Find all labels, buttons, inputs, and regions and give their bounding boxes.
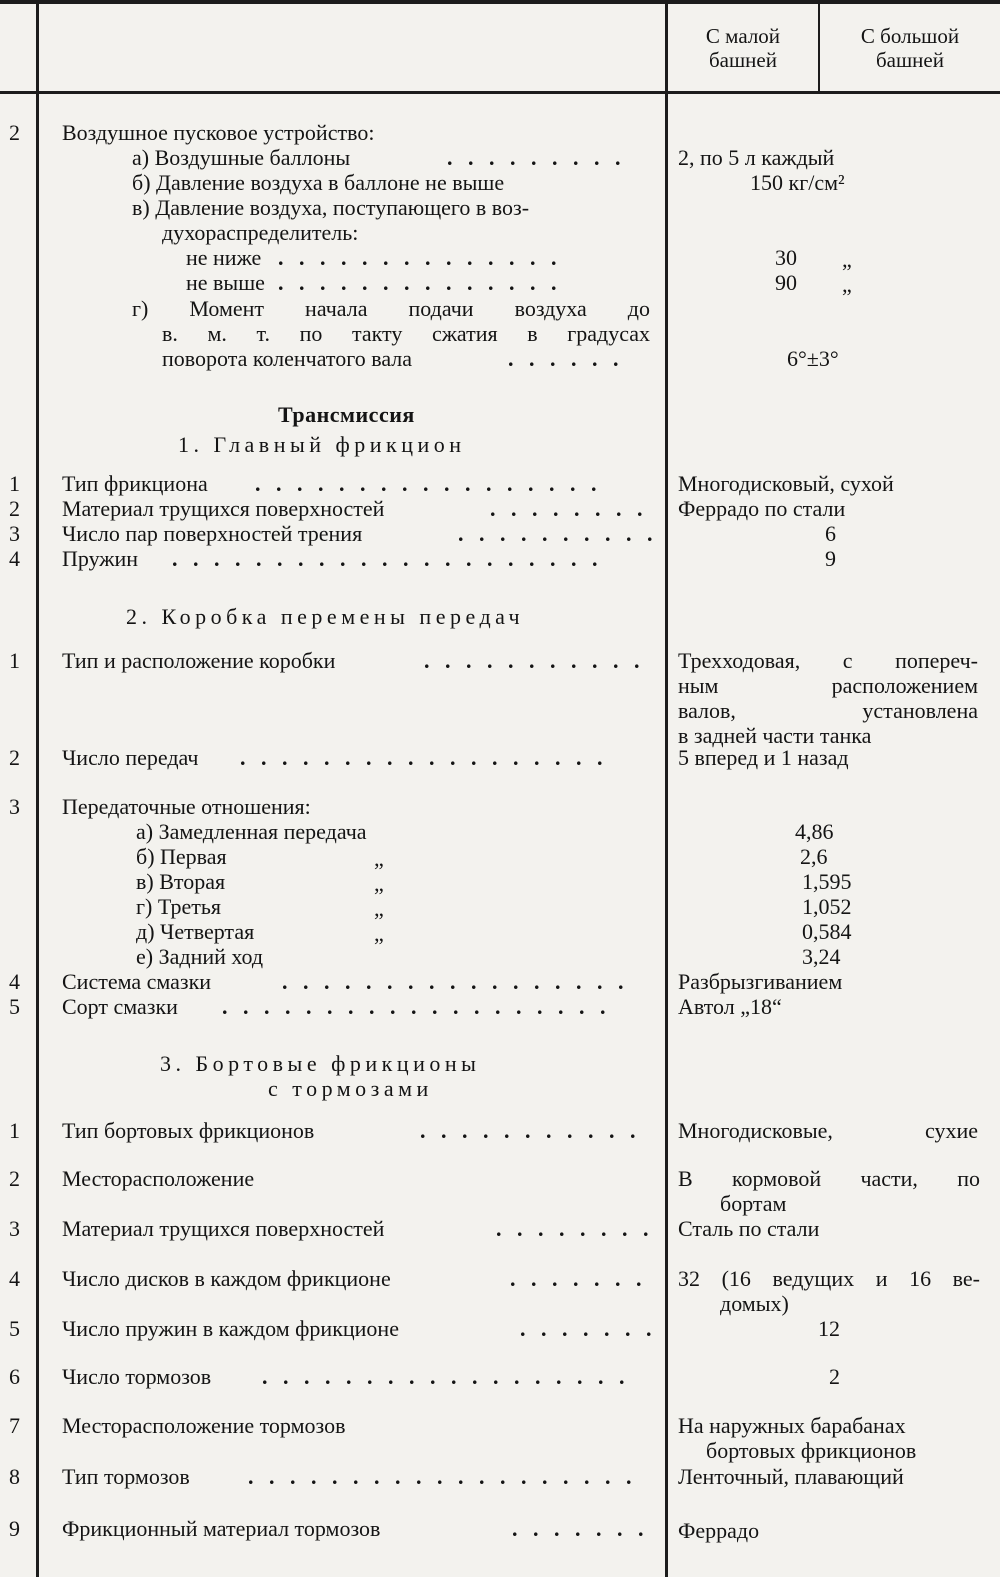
lubricant-grade-value: Автол „18“ [678,994,782,1019]
number-column-divider [36,0,39,1577]
header-small-line2: башней [709,48,777,72]
row-number: 5 [9,1316,20,1341]
leader-dots: . . . . . . [508,346,624,371]
air-timing-line1: г) Момент начала подачи воздуха до [132,296,650,321]
ratio-second-value: 1,595 [802,869,852,894]
leader-dots: . . . . . . . . . . . . . . [278,270,562,295]
row-number: 1 [9,648,20,673]
ratio-fourth-value: 0,584 [802,919,852,944]
ratio-third-value: 1,052 [802,894,852,919]
row-number: 4 [9,969,20,994]
leader-dots: . . . . . . . [512,1516,649,1541]
brake-location-label: Месторасположение тормозов [62,1413,346,1438]
air-max-value: 90 [775,270,797,295]
side-clutch-discs-value-line1: 32 (16 ведущих и 16 ве- [678,1266,980,1291]
ratio-reverse-value: 3,24 [802,944,841,969]
leader-dots: . . . . . . . . . . . [424,648,645,673]
side-clutch-material-label: Материал трущихся поверхностей [62,1216,385,1241]
row-number: 3 [9,794,20,819]
gearbox-type-value-line2: ным расположением [678,673,978,698]
leader-dots: . . . . . . . . . [447,145,626,170]
brake-count-value: 2 [829,1364,840,1389]
leader-dots: . . . . . . . . . . . . . . [278,245,562,270]
gearbox-type-value-line3: валов, установлена [678,698,978,723]
gearbox-title: 2. Коробка перемены передач [126,604,525,629]
leader-dots: . . . . . . . . . . . . . . . . . [282,969,629,994]
side-clutch-material-value: Сталь по стали [678,1216,820,1241]
clutch-springs-value: 9 [825,546,836,571]
ratio-second-label: в) Вторая [136,869,226,894]
ratio-third-label: г) Третья [136,894,221,919]
header-large-turret [820,24,1000,72]
row-number: 9 [9,1516,20,1541]
leader-dots: . . . . . . . . . . . . . . . . . . . [222,994,611,1019]
air-min-label: не ниже [186,245,262,270]
side-clutch-type-value [678,1118,978,1143]
air-timing-line2: в. м. т. по такту сжатия в градусах [162,321,650,346]
air-bottles-value: 2, по 5 л каждый [678,145,835,170]
clutch-material-label: Материал трущихся поверхностей [62,496,385,521]
leader-dots: . . . . . . . . . . [458,521,658,546]
gearbox-type-value-line4: в задней части танка [678,723,872,748]
leader-dots: . . . . . . . [510,1266,647,1291]
air-max-label: не выше [186,270,265,295]
lubrication-system-value: Разбрызгиванием [678,969,843,994]
lubrication-system-label: Система смазки [62,969,212,994]
row-number: 6 [9,1364,20,1389]
gear-count-label: Число передач [62,745,199,770]
ratio-slow-value: 4,86 [795,819,834,844]
side-clutch-springs-label: Число пружин в каждом фрикционе [62,1316,399,1341]
brake-location-value-line2: бортовых фрикционов [706,1438,917,1463]
brake-type-value: Ленточный, плавающий [678,1464,904,1489]
clutch-material-value: Феррадо по стали [678,496,846,521]
row-number: 1 [9,1118,20,1143]
side-clutch-type-label: Тип бортовых фрикционов [62,1118,315,1143]
row-number: 7 [9,1413,20,1438]
clutch-springs-label: Пружин [62,546,139,571]
ratio-fourth-label: д) Четвертая [136,919,255,944]
air-distributor-line1: в) Давление воздуха, поступающего в воз- [132,195,530,220]
leader-dots: . . . . . . . . . . . [420,1118,641,1143]
row-number: 3 [9,1216,20,1241]
clutch-pairs-value: 6 [825,521,836,546]
side-clutch-location-value-line2: бортам [720,1191,787,1216]
row-number: 4 [9,546,20,571]
leader-dots: . . . . . . . . . . . . . . . . . . . . . [172,546,603,571]
brake-friction-material-value: Феррадо [678,1518,760,1543]
row-number: 5 [9,994,20,1019]
row-number: 8 [9,1464,20,1489]
side-clutch-location-label: Месторасположение [62,1166,255,1191]
leader-dots: . . . . . . . . [496,1216,654,1241]
ditto-mark: „ [374,846,384,871]
ratio-reverse-label: е) Задний ход [136,944,264,969]
ratio-first-value: 2,6 [800,844,828,869]
side-clutch-type-value-a: Многодисковые, [678,1118,833,1143]
leader-dots: . . . . . . . . . . . . . . . . . . [262,1364,630,1389]
transmission-title: Трансмиссия [278,402,415,427]
brake-location-value-line1: На наружных барабанах [678,1413,906,1438]
air-min-value: 30 [775,245,797,270]
clutch-pairs-label: Число пар поверхностей трения [62,521,363,546]
header-top-rule [0,0,1000,4]
leader-dots: . . . . . . . . . . . . . . . . . . [240,745,608,770]
header-large-line1: С большой [860,24,960,48]
gear-ratios-label: Передаточные отношения: [62,794,311,819]
row-number: 2 [9,745,20,770]
air-pressure-value: 150 кг/см² [750,170,845,195]
leader-dots: . . . . . . . . . . . . . . . . . [255,471,602,496]
gearbox-type-label: Тип и расположение коробки [62,648,336,673]
side-clutch-discs-label: Число дисков в каждом фрикционе [62,1266,391,1291]
ratio-first-label: б) Первая [136,844,227,869]
air-start-title: Воздушное пусковое устройство: [62,120,375,145]
gearbox-type-value-line1: Трехходовая, с попереч- [678,648,978,673]
leader-dots: . . . . . . . . . . . . . . . . . . . [248,1464,637,1489]
ditto-mark: „ [374,896,384,921]
side-clutch-discs-value-line2: домых) [720,1291,789,1316]
header-small-turret [668,24,818,72]
value-column-divider [665,0,668,1577]
side-clutch-springs-value: 12 [818,1316,840,1341]
air-pressure-label: б) Давление воздуха в баллоне не выше [132,170,505,195]
row-number: 1 [9,471,20,496]
side-clutch-type-value-b: сухие [924,1118,978,1143]
header-large-line2: башней [876,48,944,72]
clutch-type-label: Тип фрикциона [62,471,208,496]
row-number: 2 [9,120,20,145]
leader-dots: . . . . . . . [520,1316,657,1341]
side-clutches-title-line2: с тормозами [268,1076,433,1101]
ditto-mark: „ [842,272,852,297]
brake-friction-material-label: Фрикционный материал тормозов [62,1516,381,1541]
gear-count-value: 5 вперед и 1 назад [678,745,849,770]
brake-count-label: Число тормозов [62,1364,212,1389]
brake-type-label: Тип тормозов [62,1464,190,1489]
air-timing-value: 6°±3° [787,346,839,371]
ditto-mark: „ [842,247,852,272]
header-bottom-rule [0,91,1000,94]
air-bottles-label: а) Воздушные баллоны [132,145,351,170]
ratio-slow-label: а) Замедленная передача [136,819,367,844]
clutch-type-value: Многодисковый, сухой [678,471,894,496]
row-number: 2 [9,1166,20,1191]
side-clutch-location-value-line1: В кормовой части, по [678,1166,980,1191]
leader-dots: . . . . . . . . [490,496,648,521]
air-distributor-line2: духораспределитель: [162,220,359,245]
ditto-mark: „ [374,871,384,896]
main-clutch-title: 1. Главный фрикцион [178,432,466,457]
row-number: 3 [9,521,20,546]
row-number: 2 [9,496,20,521]
air-timing-line3: поворота коленчатого вала [162,346,413,371]
header-small-line1: С малой [705,24,781,48]
ditto-mark: „ [374,921,384,946]
lubricant-grade-label: Сорт смазки [62,994,178,1019]
side-clutches-title-line1: 3. Бортовые фрикционы [160,1051,481,1076]
row-number: 4 [9,1266,20,1291]
